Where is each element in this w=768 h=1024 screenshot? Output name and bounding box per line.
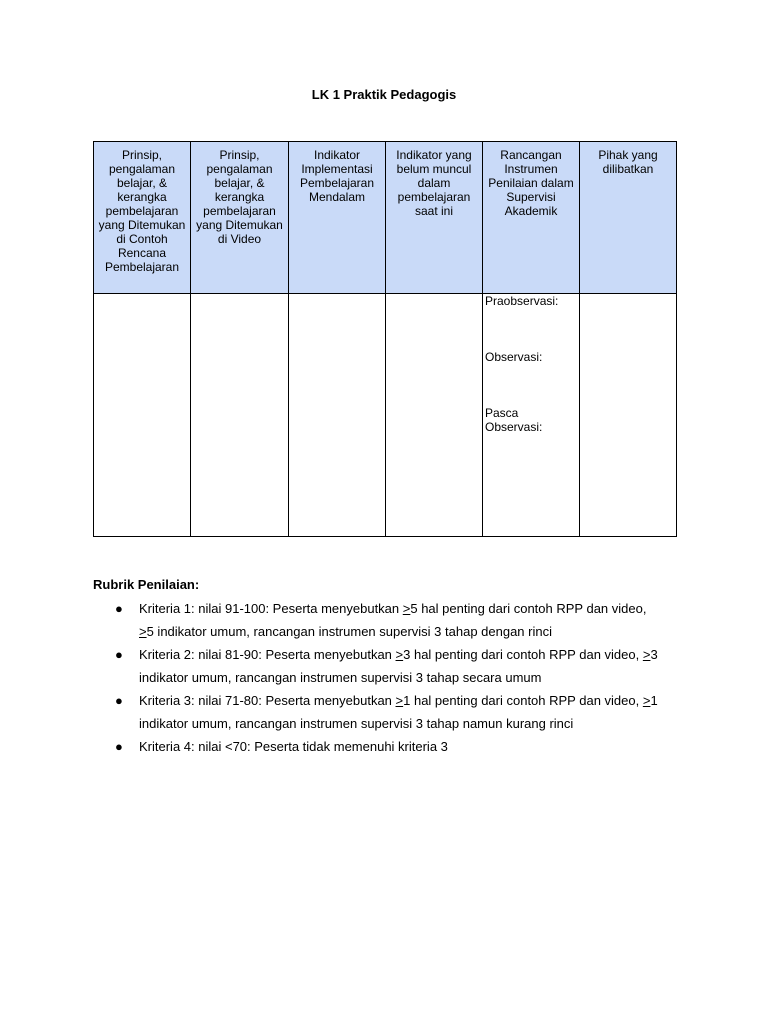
lk-table [93,141,677,537]
list-item: ● Kriteria 3: nilai 71-80: Peserta menyebutkan >1 hal penting dari contoh RPP dan video, >1 indikator umum, rancangan instrumen supervisi 3 tahap namun kurang rinci [93,689,663,735]
bullet-icon: ● [115,693,123,708]
pasca-observasi-label: Pasca Observasi: [485,406,543,434]
table-header-row [94,142,677,294]
header-rancangan-instrumen: Rancangan Instrumen Penilaian dalam Supervisi Akademik [483,142,580,294]
rubrik-title: Rubrik Penilaian: [93,577,200,592]
list-item: ● Kriteria 2: nilai 81-90: Peserta menyebutkan >3 hal penting dari contoh RPP dan video, >3 indikator umum, rancangan instrumen supervisi 3 tahap secara umum [93,643,663,689]
header-indikator-belum-muncul: Indikator yang belum muncul dalam pembelajaran saat ini [386,142,483,294]
page-title: LK 1 Praktik Pedagogis [311,87,457,102]
observasi-label: Observasi: [485,350,543,364]
praobservasi-label: Praobservasi: [485,294,559,308]
cell-prinsip-rencana[interactable] [94,294,191,537]
bullet-icon: ● [115,739,123,754]
cell-indikator-belum-muncul[interactable] [386,294,483,537]
header-prinsip-video: Prinsip, pengalaman belajar, & kerangka pembelajaran yang Ditemukan di Video [191,142,289,294]
header-prinsip-rencana: Prinsip, pengalaman belajar, & kerangka pembelajaran yang Ditemukan di Contoh Rencana Pembelajaran [94,142,191,294]
bullet-icon: ● [115,647,123,662]
cell-pihak-dilibatkan[interactable] [580,294,677,537]
bullet-icon: ● [115,601,123,616]
rubrik-list [93,597,663,758]
list-item: ● Kriteria 1: nilai 91-100: Peserta menyebutkan >5 hal penting dari contoh RPP dan video, >5 indikator umum, rancangan instrumen supervisi 3 tahap dengan rinci [93,597,663,643]
cell-rancangan-instrumen[interactable] [483,294,580,537]
list-item: ● Kriteria 4: nilai <70: Peserta tidak memenuhi kriteria 3 [93,735,663,758]
cell-prinsip-video[interactable] [191,294,289,537]
header-indikator-implementasi: Indikator Implementasi Pembelajaran Mendalam [289,142,386,294]
header-pihak-dilibatkan: Pihak yang dilibatkan [580,142,677,294]
table-row [94,294,677,537]
cell-indikator-implementasi[interactable] [289,294,386,537]
